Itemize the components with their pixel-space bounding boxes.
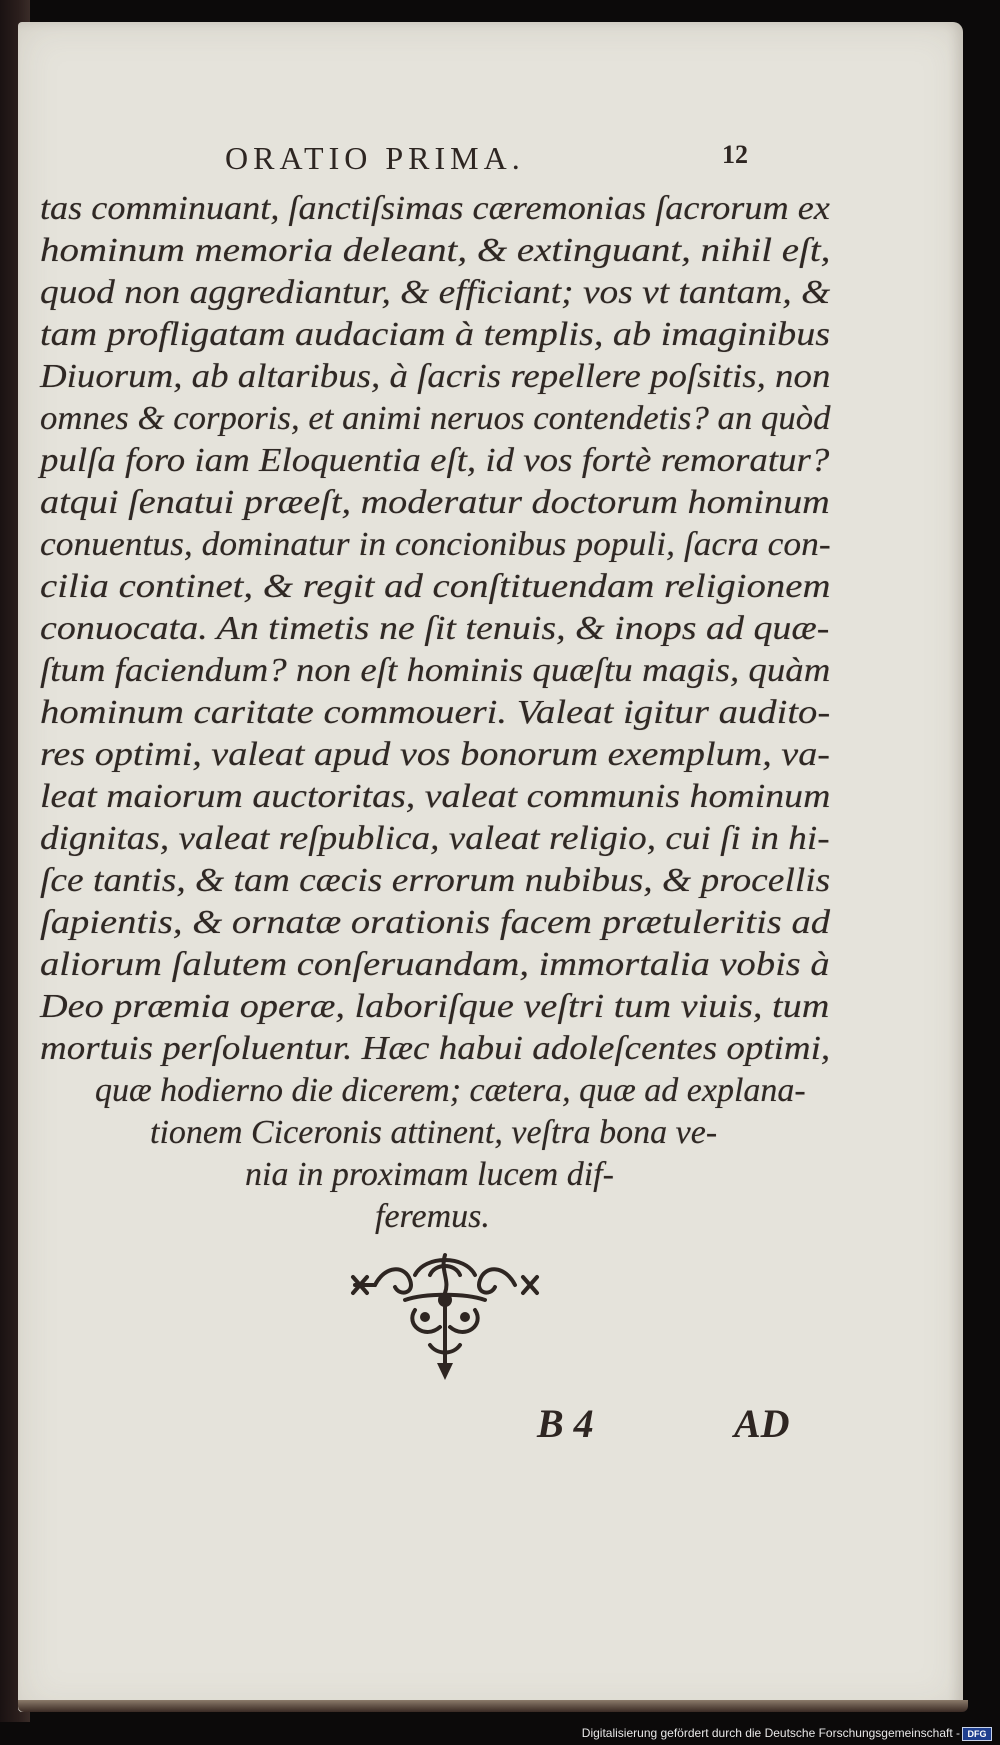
text-line: tas comminuant, ſanctiſsimas cæremonias ſacrorum ex xyxy=(40,190,830,227)
text-line: mortuis perſoluentur. Hæc habui adoleſcentes optimi, xyxy=(40,1030,831,1067)
catchword: AD xyxy=(734,1401,790,1446)
text-line: ſtum faciendum? non eſt hominis quæſtu magis, quàm xyxy=(40,652,831,689)
text-line: ſce tantis, & tam cæcis errorum nubibus, & procellis xyxy=(40,862,831,899)
running-head xyxy=(0,140,1000,180)
page-number: 12 xyxy=(722,140,748,169)
text-line: res optimi, valeat apud vos bonorum exemplum, va- xyxy=(40,736,831,773)
text-line: aliorum ſalutem conſeruandam, immortalia vobis à xyxy=(40,946,830,983)
text-line: nia in proximam lucem dif- xyxy=(245,1156,614,1193)
funding-credit: Digitalisierung gefördert durch die Deutsche Forschungsgemeinschaft - xyxy=(581,1726,960,1740)
text-line: quæ hodierno die dicerem; cætera, quæ ad explana- xyxy=(95,1072,806,1109)
text-line: quod non aggrediantur, & efficiant; vos vt tantam, & xyxy=(40,274,831,311)
text-line: tam profligatam audaciam à templis, ab imaginibus xyxy=(40,316,831,353)
text-line: conuocata. An timetis ne ſit tenuis, & inops ad quæ- xyxy=(40,610,830,647)
text-line: pulſa foro iam Eloquentia eſt, id vos fortè remoratur? xyxy=(40,442,830,479)
page-edge xyxy=(18,1700,968,1712)
text-line: hominum caritate commoueri. Valeat igitur audito- xyxy=(40,694,831,731)
text-line: Diuorum, ab altaribus, à ſacris repellere poſsitis, non xyxy=(40,358,831,395)
text-line: tionem Ciceronis attinent, veſtra bona ve- xyxy=(150,1114,718,1151)
text-line: conuentus, dominatur in concionibus populi, ſacra con- xyxy=(40,526,831,563)
text-line: dignitas, valeat reſpublica, valeat religio, cui ſi in hi- xyxy=(40,820,830,857)
text-line: hominum memoria deleant, & extinguant, nihil eſt, xyxy=(40,232,831,269)
running-head-title: ORATIO PRIMA. xyxy=(225,140,525,176)
text-line: feremus. xyxy=(375,1198,490,1235)
fleuron-ornament-icon xyxy=(345,1245,545,1390)
text-line: Deo præmia operæ, laboriſque veſtri tum viuis, tum xyxy=(40,988,830,1025)
text-line: ſapientis, & ornatæ orationis facem prætuleritis ad xyxy=(40,904,831,941)
text-line: omnes & corporis, et animi neruos contendetis? an quòd xyxy=(40,400,831,437)
dfg-logo: DFG xyxy=(962,1727,992,1741)
signature-mark: B 4 xyxy=(537,1401,594,1446)
text-line: leat maiorum auctoritas, valeat communis hominum xyxy=(40,778,831,815)
text-line: atqui ſenatui præeſt, moderatur doctorum hominum xyxy=(40,484,830,521)
text-line: cilia continet, & regit ad conſtituendam religionem xyxy=(40,568,831,605)
